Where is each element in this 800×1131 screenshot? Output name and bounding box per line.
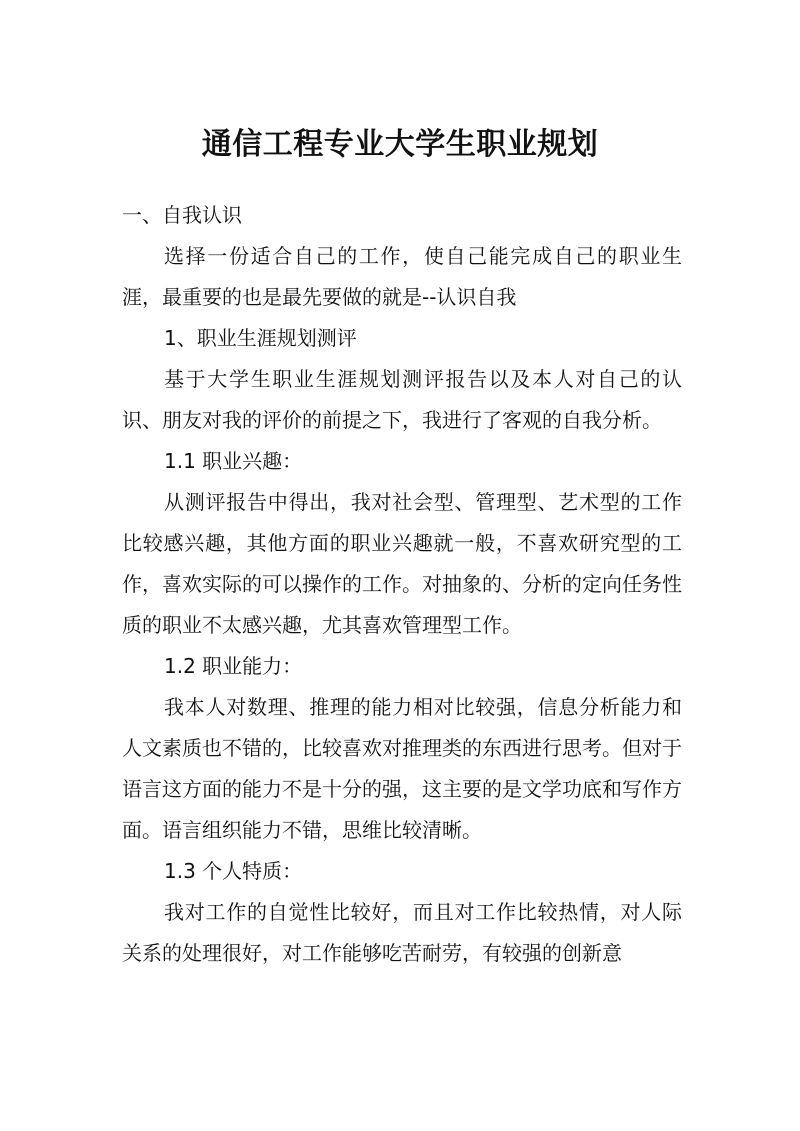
- paragraph-career-assessment: 基于大学生职业生涯规划测评报告以及本人对自己的认识、朋友对我的评价的前提之下，我进行了客观的自我分析。: [122, 367, 682, 432]
- paragraph-career-interest: 从测评报告中得出，我对社会型、管理型、艺术型的工作比较感兴趣，其他方面的职业兴趣就一般，不喜欢研究型的工作，喜欢实际的可以操作的工作。对抽象的、分析的定向任务性质的职业不太感兴趣，尤其喜欢管理型工作。: [122, 490, 682, 637]
- paragraph-intro: 选择一份适合自己的工作，使自己能完成自己的职业生涯，最重要的也是最先要做的就是--认识自我: [122, 244, 682, 309]
- section-heading-self-awareness: 一、自我认识: [122, 203, 242, 227]
- subheading-career-interest: 1.1 职业兴趣：: [164, 449, 303, 473]
- subheading-personal-traits: 1.3 个人特质：: [164, 859, 303, 883]
- subheading-career-assessment: 1、职业生涯规划测评: [164, 326, 357, 350]
- document-body: [122, 195, 682, 974]
- subheading-career-ability: 1.2 职业能力：: [164, 654, 303, 678]
- document-title: 通信工程专业大学生职业规划: [201, 127, 599, 162]
- paragraph-personal-traits: 我对工作的自觉性比较好，而且对工作比较热情，对人际关系的处理很好，对工作能够吃苦耐劳，有较强的创新意: [122, 900, 682, 965]
- paragraph-career-ability: 我本人对数理、推理的能力相对比较强，信息分析能力和人文素质也不错的，比较喜欢对推理类的东西进行思考。但对于语言这方面的能力不是十分的强，这主要的是文学功底和写作方面。语言组织能力不错，思维比较清晰。: [122, 695, 682, 842]
